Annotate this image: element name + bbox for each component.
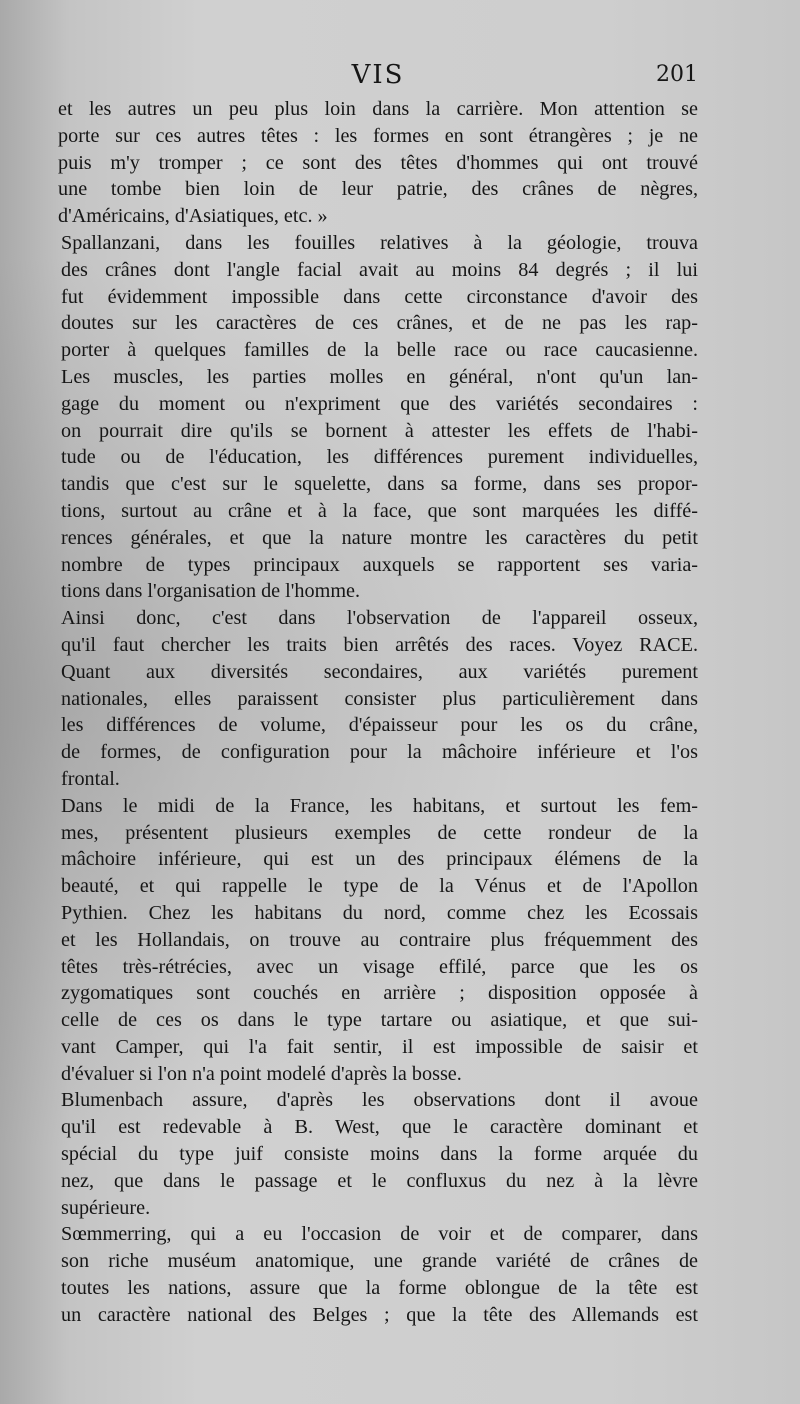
- text-line: et les autres un peu plus loin dans la carrière. Mon attention se: [58, 98, 698, 120]
- text-line: Dans le midi de la France, les habitans, et surtout les fem-: [61, 794, 698, 817]
- text-line: de formes, de configuration pour la mâchoire inférieure et l'os: [61, 741, 698, 764]
- text-line: supérieure.: [61, 1196, 151, 1219]
- text-line: tude ou de l'éducation, les différences purement individuelles,: [61, 446, 698, 469]
- paragraph-muscles: [58, 364, 698, 605]
- text-line: zygomatiques sont couchés en arrière ; disposition opposée à: [61, 982, 698, 1005]
- text-line: beauté, et qui rappelle le type de la Vénus et de l'Apollon: [61, 875, 698, 898]
- text-line: frontal.: [61, 767, 120, 790]
- text-line: Blumenbach assure, d'après les observations dont il avoue: [61, 1089, 698, 1112]
- paragraph-ainsi-donc: [58, 605, 698, 659]
- text-line: gage du moment ou n'expriment que des variétés secondaires :: [61, 392, 698, 415]
- text-line: Spallanzani, dans les fouilles relatives à la géologie, trouva: [61, 231, 698, 254]
- text-line: un caractère national des Belges ; que la tête des Allemands est: [61, 1303, 698, 1326]
- text-line: les différences de volume, d'épaisseur pour les os du crâne,: [61, 714, 698, 737]
- text-line: nombre de types principaux auxquels se rapportent ses varia-: [61, 553, 698, 576]
- text-line: têtes très-rétrécies, avec un visage effilé, parce que les os: [61, 955, 698, 978]
- page-number: 201: [656, 62, 698, 87]
- text-line: son riche muséum anatomique, une grande variété de crânes de: [61, 1250, 698, 1273]
- text-line: vant Camper, qui l'a fait sentir, il est impossible de saisir et: [61, 1035, 698, 1058]
- text-line: fut évidemment impossible dans cette circonstance d'avoir des: [61, 285, 698, 308]
- text-line: spécial du type juif consiste moins dans la forme arquée du: [61, 1143, 698, 1166]
- text-line: tions, surtout au crâne et à la face, que sont marquées les diffé-: [61, 499, 698, 522]
- text-line: puis m'y tromper ; ce sont des têtes d'hommes qui ont trouvé: [58, 151, 698, 174]
- running-title: VIS: [351, 60, 405, 90]
- text-line: Quant aux diversités secondaires, aux variétés purement: [61, 660, 698, 683]
- paragraph-continuation: [58, 96, 698, 230]
- text-line: Sœmmerring, qui a eu l'occasion de voir et de comparer, dans: [61, 1223, 698, 1246]
- running-head: [58, 60, 698, 96]
- text-line: d'Américains, d'Asiatiques, etc. »: [58, 205, 328, 228]
- paragraph-blumenbach: [58, 1087, 698, 1221]
- text-line: toutes les nations, assure que la forme oblongue de la tête est: [61, 1277, 698, 1300]
- paragraph-soemmerring: [58, 1221, 698, 1328]
- text-line: nez, que dans le passage et le confluxus du nez à la lèvre: [61, 1169, 698, 1192]
- text-line: porte sur ces autres têtes : les formes en sont étrangères ; je ne: [58, 124, 698, 147]
- text-line: qu'il est redevable à B. West, que le caractère dominant et: [61, 1116, 698, 1139]
- text-line: d'évaluer si l'on n'a point modelé d'après la bosse.: [61, 1062, 462, 1085]
- text-line: et les Hollandais, on trouve au contraire plus fréquemment des: [61, 928, 698, 951]
- text-line: celle de ces os dans le type tartare ou asiatique, et que sui-: [61, 1009, 698, 1032]
- text-line: doutes sur les caractères de ces crânes, et de ne pas les rap-: [61, 312, 698, 335]
- text-line: qu'il faut chercher les traits bien arrêtés des races. Voyez RACE.: [61, 633, 698, 656]
- text-line: des crânes dont l'angle facial avait au moins 84 degrés ; il lui: [61, 258, 698, 281]
- text-line: porter à quelques familles de la belle race ou race caucasienne.: [61, 339, 698, 362]
- text-line: nationales, elles paraissent consister plus particulièrement dans: [61, 687, 698, 710]
- text-line: on pourrait dire qu'ils se bornent à attester les effets de l'habi-: [61, 419, 698, 442]
- paragraph-spallanzani: [58, 230, 698, 364]
- text-line: Les muscles, les parties molles en général, n'ont qu'un lan-: [61, 365, 698, 388]
- text-line: tandis que c'est sur le squelette, dans sa forme, dans ses propor-: [61, 473, 698, 496]
- paragraph-midi-france: [58, 793, 698, 1088]
- body-text: [58, 96, 698, 1329]
- text-line: mâchoire inférieure, qui est un des principaux élémens de la: [61, 848, 698, 871]
- text-line: une tombe bien loin de leur patrie, des crânes de nègres,: [58, 178, 698, 201]
- text-line: mes, présentent plusieurs exemples de cette rondeur de la: [61, 821, 698, 844]
- text-line: tions dans l'organisation de l'homme.: [61, 580, 361, 603]
- paragraph-quant-aux: [58, 659, 698, 793]
- text-line: rences générales, et que la nature montre les caractères du petit: [61, 526, 698, 549]
- text-line: Ainsi donc, c'est dans l'observation de l'appareil osseux,: [61, 607, 698, 630]
- text-line: Pythien. Chez les habitans du nord, comme chez les Ecossais: [61, 901, 698, 924]
